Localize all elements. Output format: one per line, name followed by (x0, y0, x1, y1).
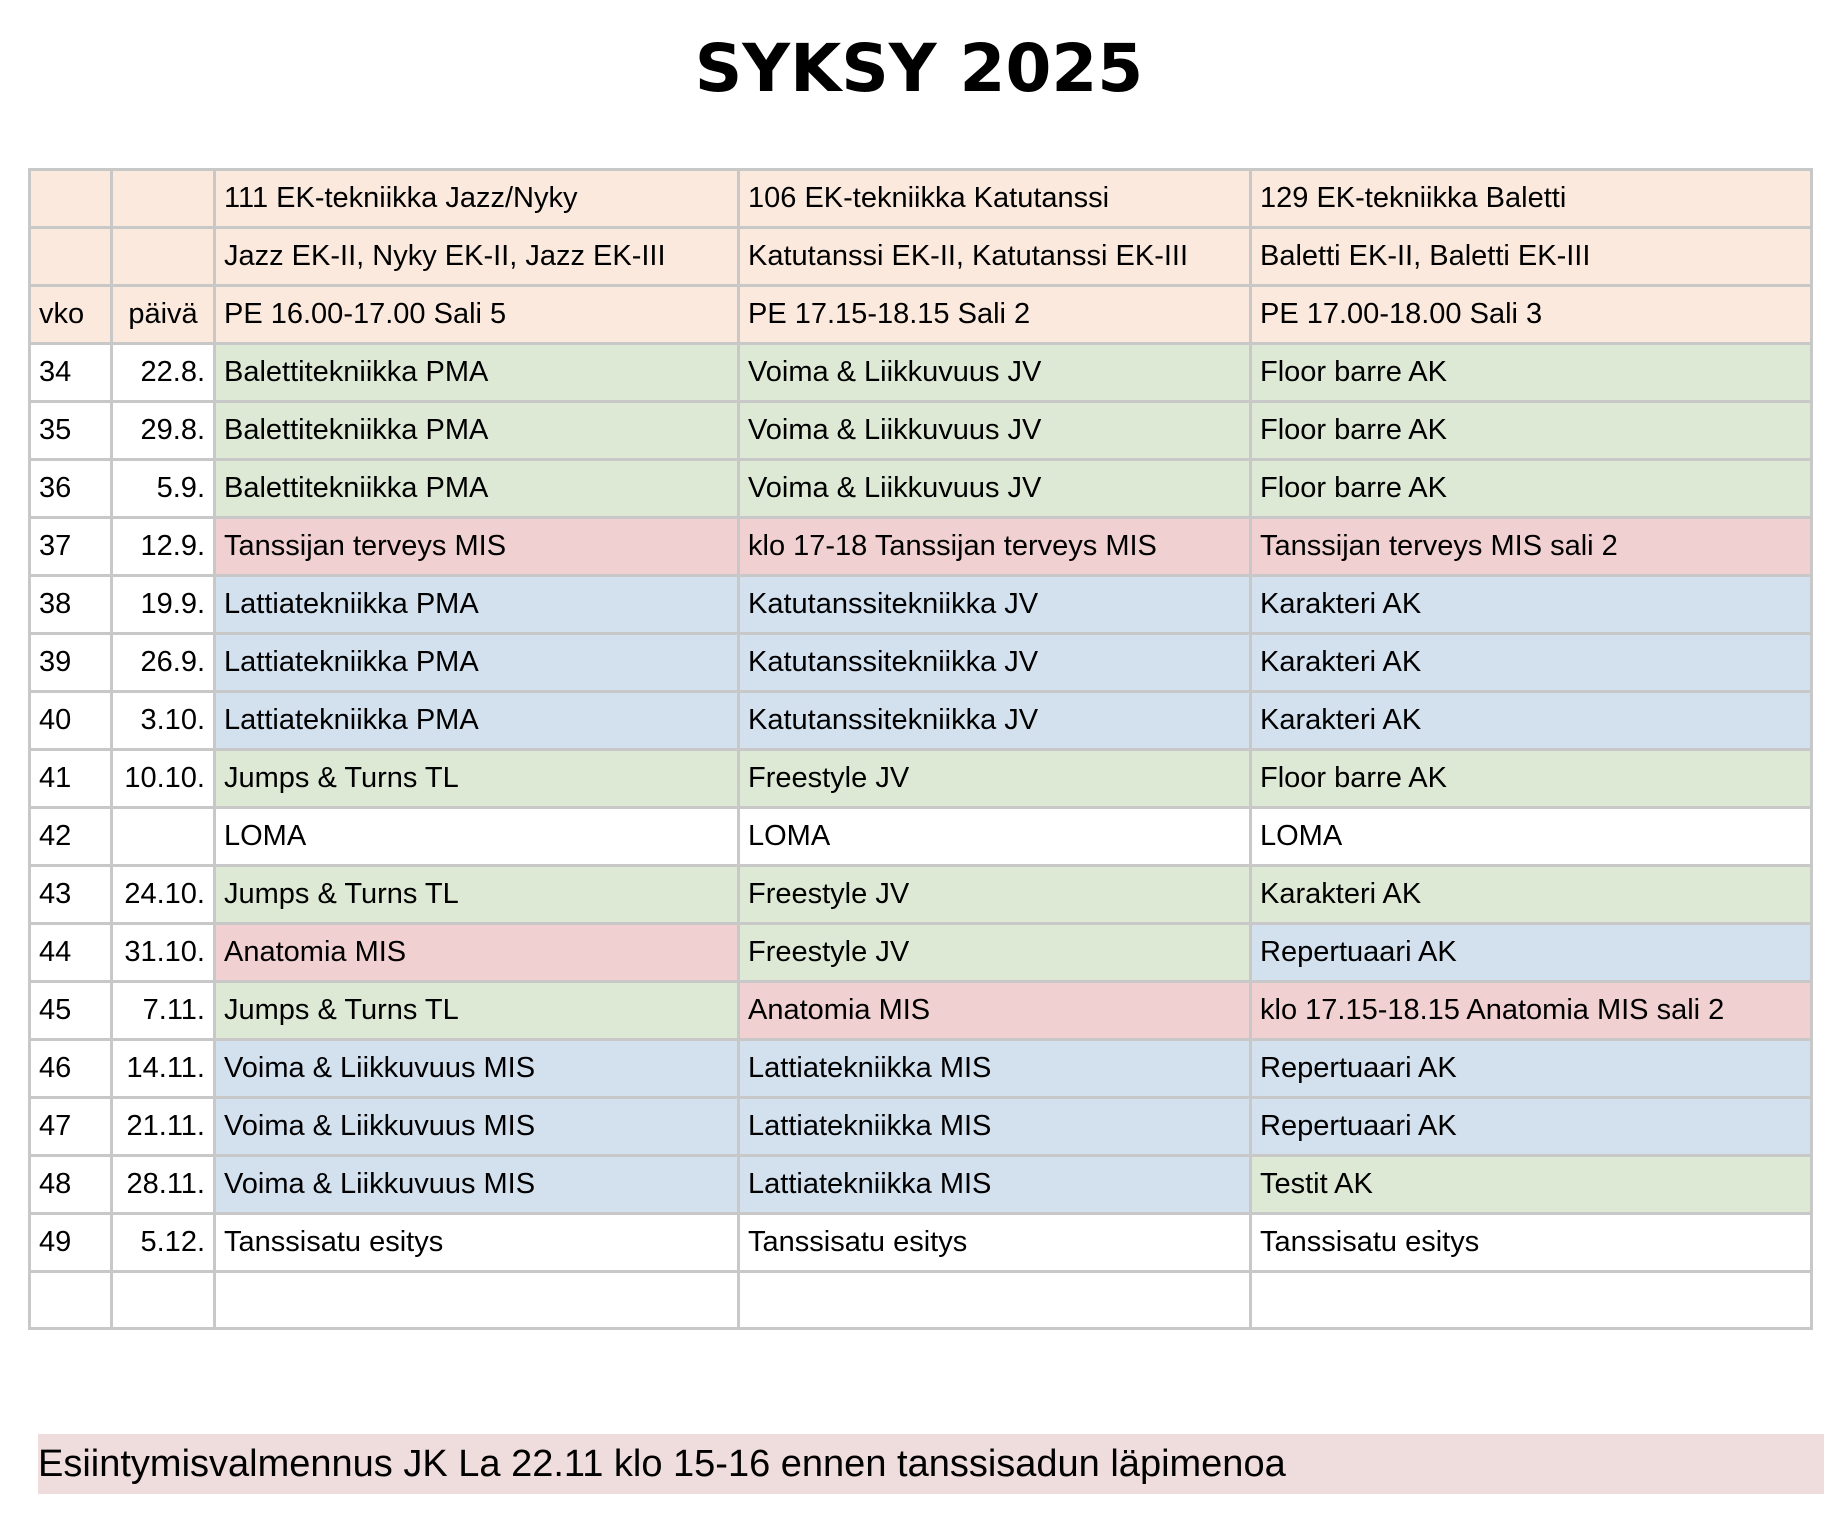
table-row (30, 1098, 1812, 1156)
header-cell-jazz-nyky: 111 EK-tekniikka Jazz/Nyky (215, 170, 739, 228)
header-cell-baletti: PE 17.00-18.00 Sali 3 (1251, 286, 1812, 344)
table-row (30, 808, 1812, 866)
cell-vko: 40 (30, 692, 112, 750)
table-row (30, 460, 1812, 518)
cell-vko: 47 (30, 1098, 112, 1156)
cell-vko: 44 (30, 924, 112, 982)
cell-vko (30, 1272, 112, 1329)
cell-katutanssi: Voima & Liikkuvuus JV (739, 402, 1251, 460)
cell-vko: 34 (30, 344, 112, 402)
cell-paiva: 14.11. (112, 1040, 215, 1098)
cell-baletti: Karakteri AK (1251, 634, 1812, 692)
table-row (30, 1272, 1812, 1329)
cell-paiva: 5.12. (112, 1214, 215, 1272)
cell-katutanssi: Anatomia MIS (739, 982, 1251, 1040)
header-cell-baletti: Baletti EK-II, Baletti EK-III (1251, 228, 1812, 286)
cell-katutanssi: Lattiatekniikka MIS (739, 1098, 1251, 1156)
cell-vko: 38 (30, 576, 112, 634)
cell-jazz-nyky: Balettitekniikka PMA (215, 460, 739, 518)
cell-baletti: Karakteri AK (1251, 866, 1812, 924)
cell-paiva: 26.9. (112, 634, 215, 692)
header-cell-paiva (112, 170, 215, 228)
cell-jazz-nyky: Anatomia MIS (215, 924, 739, 982)
cell-jazz-nyky (215, 1272, 739, 1329)
cell-katutanssi: Voima & Liikkuvuus JV (739, 344, 1251, 402)
cell-vko: 41 (30, 750, 112, 808)
cell-jazz-nyky: Lattiatekniikka PMA (215, 692, 739, 750)
cell-jazz-nyky: Jumps & Turns TL (215, 750, 739, 808)
cell-vko: 48 (30, 1156, 112, 1214)
cell-katutanssi: Lattiatekniikka MIS (739, 1040, 1251, 1098)
cell-baletti: Tanssijan terveys MIS sali 2 (1251, 518, 1812, 576)
header-cell-vko (30, 170, 112, 228)
cell-baletti: Floor barre AK (1251, 750, 1812, 808)
cell-jazz-nyky: Voima & Liikkuvuus MIS (215, 1098, 739, 1156)
table-row (30, 402, 1812, 460)
cell-baletti: LOMA (1251, 808, 1812, 866)
cell-baletti: Testit AK (1251, 1156, 1812, 1214)
cell-katutanssi: Voima & Liikkuvuus JV (739, 460, 1251, 518)
cell-jazz-nyky: LOMA (215, 808, 739, 866)
cell-baletti: Repertuaari AK (1251, 924, 1812, 982)
cell-baletti: Floor barre AK (1251, 460, 1812, 518)
table-row (30, 344, 1812, 402)
table-row (30, 1040, 1812, 1098)
table-row (30, 924, 1812, 982)
header-cell-katutanssi: Katutanssi EK-II, Katutanssi EK-III (739, 228, 1251, 286)
cell-vko: 46 (30, 1040, 112, 1098)
cell-katutanssi: LOMA (739, 808, 1251, 866)
header-cell-vko: vko (30, 286, 112, 344)
cell-vko: 39 (30, 634, 112, 692)
cell-vko: 36 (30, 460, 112, 518)
header-row (30, 228, 1812, 286)
cell-katutanssi: Katutanssitekniikka JV (739, 692, 1251, 750)
cell-baletti: Floor barre AK (1251, 402, 1812, 460)
cell-paiva: 31.10. (112, 924, 215, 982)
cell-paiva: 28.11. (112, 1156, 215, 1214)
cell-jazz-nyky: Voima & Liikkuvuus MIS (215, 1040, 739, 1098)
cell-paiva: 21.11. (112, 1098, 215, 1156)
cell-jazz-nyky: Tanssisatu esitys (215, 1214, 739, 1272)
cell-jazz-nyky: Lattiatekniikka PMA (215, 634, 739, 692)
cell-paiva (112, 808, 215, 866)
cell-katutanssi: Katutanssitekniikka JV (739, 634, 1251, 692)
cell-vko: 43 (30, 866, 112, 924)
cell-baletti: klo 17.15-18.15 Anatomia MIS sali 2 (1251, 982, 1812, 1040)
cell-paiva: 10.10. (112, 750, 215, 808)
note-banner (38, 1434, 1824, 1494)
cell-paiva: 12.9. (112, 518, 215, 576)
table-row (30, 866, 1812, 924)
cell-paiva: 22.8. (112, 344, 215, 402)
cell-baletti: Tanssisatu esitys (1251, 1214, 1812, 1272)
cell-baletti (1251, 1272, 1812, 1329)
cell-katutanssi: klo 17-18 Tanssijan terveys MIS (739, 518, 1251, 576)
header-cell-vko (30, 228, 112, 286)
cell-paiva: 5.9. (112, 460, 215, 518)
schedule-table (28, 168, 1813, 1330)
schedule-body (30, 170, 1812, 1329)
table-row (30, 634, 1812, 692)
cell-katutanssi: Freestyle JV (739, 750, 1251, 808)
cell-baletti: Floor barre AK (1251, 344, 1812, 402)
cell-baletti: Karakteri AK (1251, 576, 1812, 634)
cell-jazz-nyky: Lattiatekniikka PMA (215, 576, 739, 634)
note-text: Esiintymisvalmennus JK La 22.11 klo 15-16 ennen tanssisadun läpimenoa (38, 1443, 1286, 1485)
cell-paiva (112, 1272, 215, 1329)
cell-paiva: 7.11. (112, 982, 215, 1040)
header-cell-katutanssi: 106 EK-tekniikka Katutanssi (739, 170, 1251, 228)
cell-katutanssi: Tanssisatu esitys (739, 1214, 1251, 1272)
table-row (30, 692, 1812, 750)
header-row (30, 170, 1812, 228)
cell-jazz-nyky: Jumps & Turns TL (215, 982, 739, 1040)
cell-katutanssi (739, 1272, 1251, 1329)
cell-katutanssi: Freestyle JV (739, 924, 1251, 982)
cell-katutanssi: Freestyle JV (739, 866, 1251, 924)
header-cell-jazz-nyky: Jazz EK-II, Nyky EK-II, Jazz EK-III (215, 228, 739, 286)
cell-jazz-nyky: Jumps & Turns TL (215, 866, 739, 924)
header-cell-baletti: 129 EK-tekniikka Baletti (1251, 170, 1812, 228)
cell-paiva: 29.8. (112, 402, 215, 460)
cell-jazz-nyky: Tanssijan terveys MIS (215, 518, 739, 576)
cell-paiva: 3.10. (112, 692, 215, 750)
table-row (30, 1214, 1812, 1272)
cell-paiva: 24.10. (112, 866, 215, 924)
table-row (30, 518, 1812, 576)
header-row (30, 286, 1812, 344)
cell-vko: 45 (30, 982, 112, 1040)
table-row (30, 1156, 1812, 1214)
cell-jazz-nyky: Balettitekniikka PMA (215, 344, 739, 402)
cell-vko: 42 (30, 808, 112, 866)
header-cell-jazz-nyky: PE 16.00-17.00 Sali 5 (215, 286, 739, 344)
page-title: SYKSY 2025 (694, 30, 1144, 107)
header-cell-katutanssi: PE 17.15-18.15 Sali 2 (739, 286, 1251, 344)
table-row (30, 576, 1812, 634)
cell-vko: 35 (30, 402, 112, 460)
cell-baletti: Repertuaari AK (1251, 1040, 1812, 1098)
cell-katutanssi: Katutanssitekniikka JV (739, 576, 1251, 634)
cell-jazz-nyky: Voima & Liikkuvuus MIS (215, 1156, 739, 1214)
cell-baletti: Repertuaari AK (1251, 1098, 1812, 1156)
cell-katutanssi: Lattiatekniikka MIS (739, 1156, 1251, 1214)
table-row (30, 982, 1812, 1040)
cell-jazz-nyky: Balettitekniikka PMA (215, 402, 739, 460)
header-cell-paiva (112, 228, 215, 286)
table-row (30, 750, 1812, 808)
cell-vko: 37 (30, 518, 112, 576)
cell-baletti: Karakteri AK (1251, 692, 1812, 750)
cell-paiva: 19.9. (112, 576, 215, 634)
cell-vko: 49 (30, 1214, 112, 1272)
header-cell-paiva: päivä (112, 286, 215, 344)
